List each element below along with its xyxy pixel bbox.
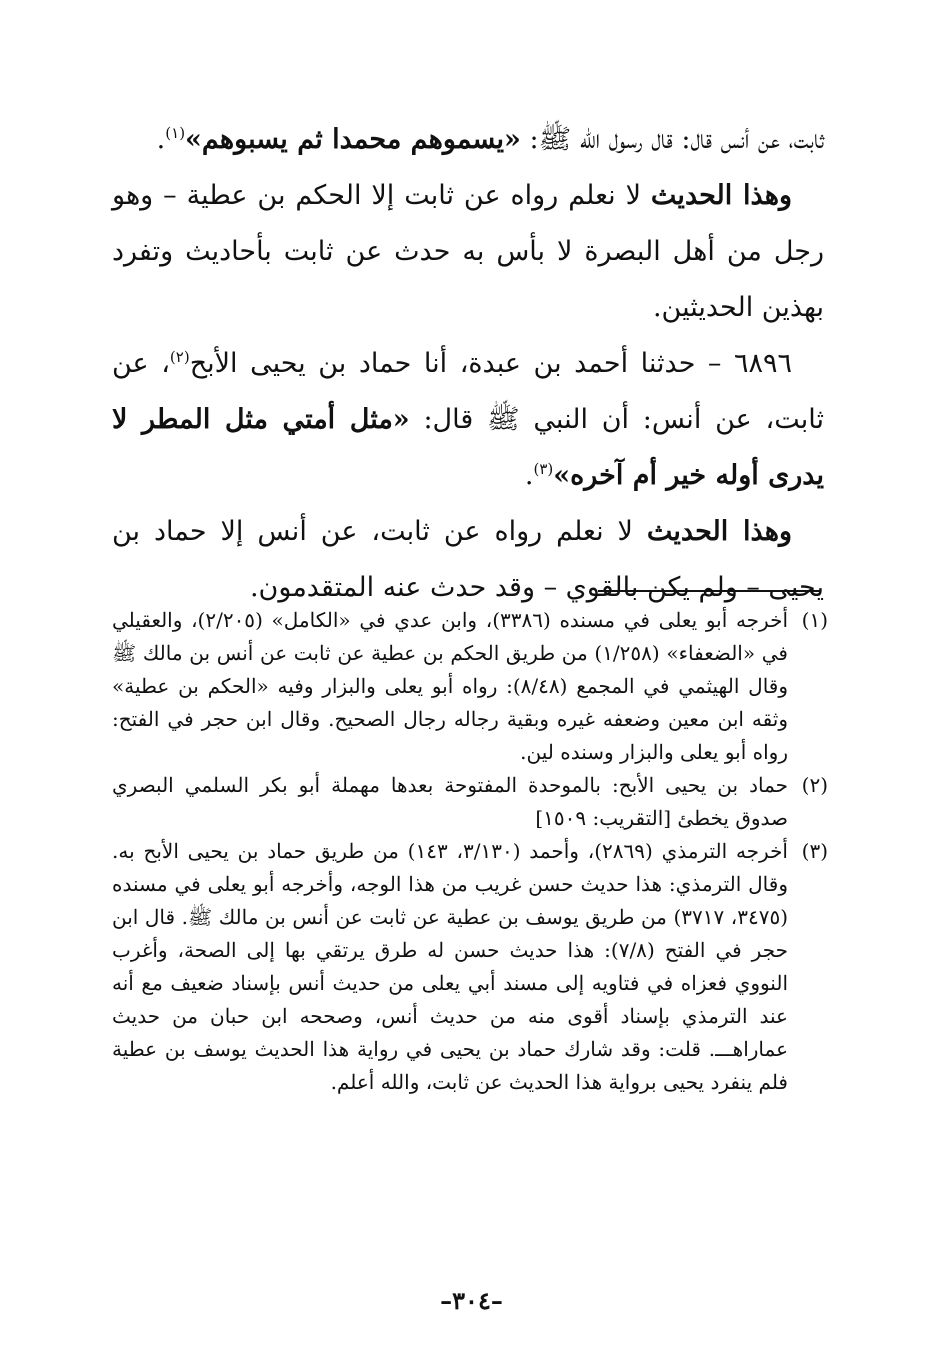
p4-lead: وهذا الحديث (646, 516, 792, 547)
p2-lead: وهذا الحديث (650, 180, 792, 211)
p1-text-b: . (156, 124, 166, 155)
paragraph-3 (112, 336, 824, 504)
footnote-separator (598, 590, 820, 592)
p1-quote: «يسموهم محمدا ثم يسبوهم» (185, 124, 521, 155)
p1-text-a: ثابت، عن أنس قال: قال رسول الله ﷺ: (520, 124, 824, 155)
paragraph-4 (112, 504, 824, 616)
footnote-1 (112, 604, 828, 769)
footnote-text: أخرجه الترمذي (٢٨٦٩)، وأحمد (٣/١٣٠، ١٤٣) من طريق حماد بن يحيى الأبح به. وقال الترمذي: هذا حديث حسن غريب من هذا الوجه، وأخرجه أبو يعلى في مسنده (٣٤٧٥، ٣٧١٧) من طريق يوسف بن عطية عن ثابت عن أنس بن مالك ﷺ. قال ابن حجر في الفتح (٧/٨): هذا حديث حسن له طرق يرتقي بها إلى الصحة، وأغرب النووي فعزاه في فتاويه إلى مسند أبي يعلى من حديث أنس بإسناد ضعيف مع أنه عند الترمذي بإسناد أقوى منه من حديث أنس، وصححه ابن حبان من حديث عماراهـــ. قلت: وقد شارك حماد بن يحيى في رواية هذا الحديث يوسف بن عطية فلم ينفرد يحيى برواية هذا الحديث عن ثابت، والله أعلم. (112, 839, 789, 1094)
footnote-2 (112, 769, 828, 835)
p3-quote: «مثل أمتي مثل المطر لا يدرى أوله خير أم آخره» (112, 404, 824, 491)
p3-text-a: ٦٨٩٦ – حدثنا أحمد بن عبدة، أنا حماد بن يحيى الأبح (189, 348, 792, 379)
p2-text: لا نعلم رواه عن ثابت إلا الحكم بن عطية – وهو رجل من أهل البصرة لا بأس به حدث عن ثابت بأحاديث وتفرد بهذين الحديثين. (112, 180, 824, 323)
footnote-ref-1[interactable]: (١) (165, 124, 186, 142)
page-number: –٣٠٤– (440, 1286, 503, 1315)
footnotes (112, 604, 828, 1099)
paragraph-1 (112, 112, 824, 168)
main-text (112, 112, 824, 616)
footnote-text: حماد بن يحيى الأبح: بالموحدة المفتوحة بعدها مهملة أبو بكر السلمي البصري صدوق يخطئ [التقريب: ١٥٠٩] (112, 773, 788, 830)
paragraph-2 (112, 168, 824, 336)
footnote-number: (١) (801, 608, 828, 632)
footnote-number: (٣) (801, 839, 828, 863)
footnote-text: أخرجه أبو يعلى في مسنده (٣٣٨٦)، وابن عدي في «الكامل» (٢/٢٠٥)، والعقيلي في «الضعفاء» (١/٢٥٨) من طريق الحكم بن عطية عن ثابت عن أنس بن مالك ﷺ وقال الهيثمي في المجمع (٨/٤٨): رواه أبو يعلى والبزار وفيه «الحكم بن عطية» وثقه ابن معين وضعفه غيره وبقية رجاله رجال الصحيح. وقال ابن حجر في الفتح: رواه أبو يعلى والبزار وسنده لين. (112, 608, 789, 764)
footnote-number: (٢) (801, 773, 828, 797)
footnote-ref-3[interactable]: (٣) (533, 460, 554, 478)
p4-text: لا نعلم رواه عن ثابت، عن أنس إلا حماد بن يحيى – ولم يكن بالقوي – وقد حدث عنه المتقدمون. (112, 516, 824, 603)
footnote-3 (112, 835, 828, 1099)
p3-text-b: ، عن ثابت، عن أنس: أن النبي ﷺ قال: (112, 348, 824, 435)
footnote-ref-2[interactable]: (٢) (169, 348, 190, 366)
p3-text-c: . (524, 460, 534, 491)
